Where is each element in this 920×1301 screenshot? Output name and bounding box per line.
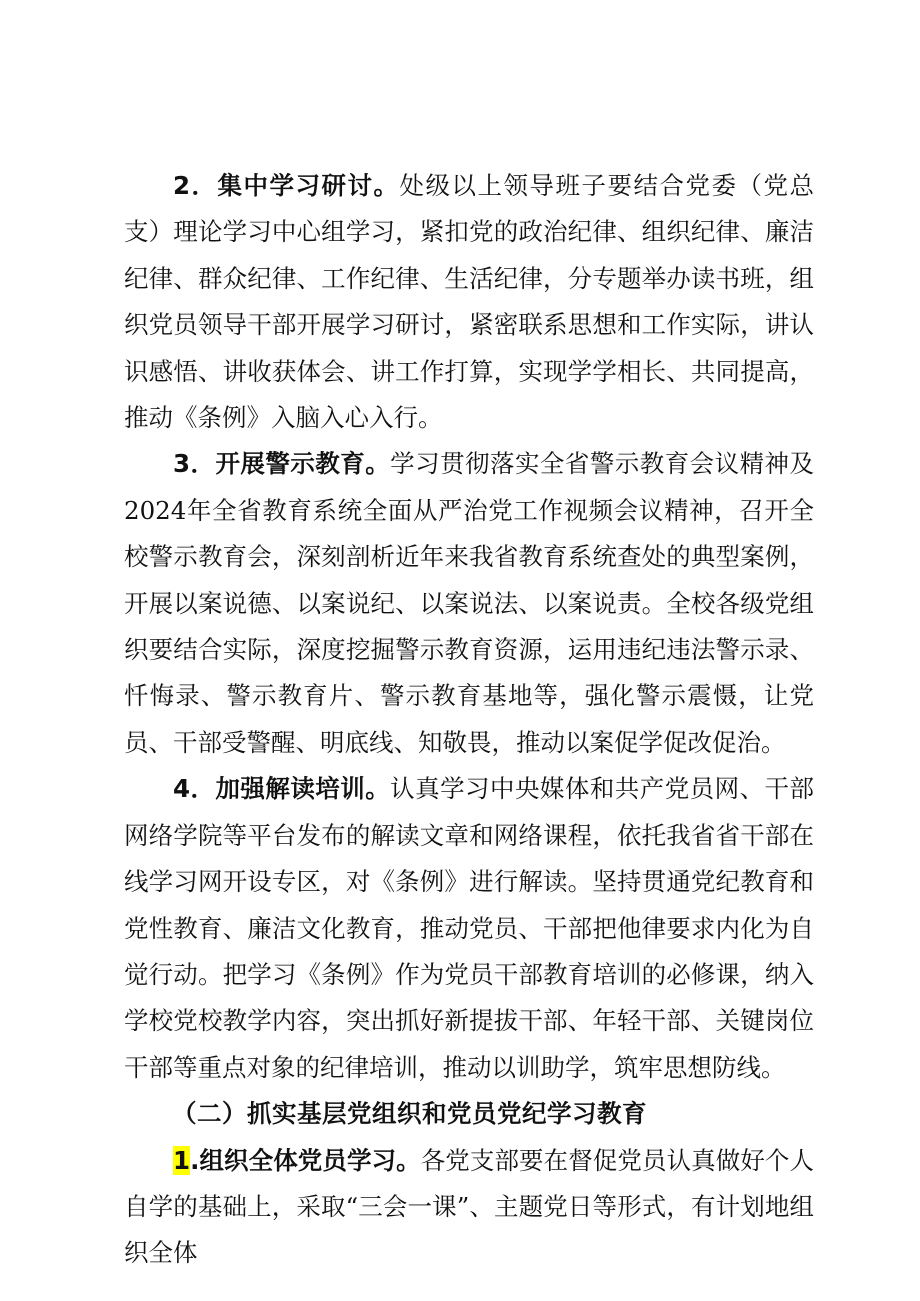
paragraph-body: 各党支部要在督促党员认真做好个人自学的基础上，采取“三会一课”、主题党日等形式，有计划地组织全体 (124, 1145, 814, 1268)
highlighted-number: 1 (173, 1145, 191, 1175)
paragraph-heading: .组织全体党员学习。 (190, 1145, 421, 1175)
paragraph-training (124, 766, 814, 1091)
paragraph-warning-education (124, 441, 814, 766)
paragraph-body: 学习贯彻落实全省警示教育会议精神及2024年全省教育系统全面从严治党工作视频会议精神，召开全校警示教育会，深刻剖析近年来我省教育系统查处的典型案例，开展以案说德、以案说纪、以案说法、以案说责。全校各级党组织要结合实际，深度挖掘警示教育资源，运用违纪违法警示录、忏悔录、警示教育片、警示教育基地等，强化警示震慑，让党员、干部受警醒、明底线、知敬畏，推动以案促学促改促治。 (124, 449, 815, 757)
paragraph-study-discussion (124, 163, 814, 441)
paragraph-heading: 2．集中学习研讨。 (173, 171, 400, 200)
paragraph-heading: 3．开展警示教育。 (173, 449, 391, 479)
paragraph-body: 处级以上领导班子要结合党委（党总支）理论学习中心组学习，紧扣党的政治纪律、组织纪律、廉洁纪律、群众纪律、工作纪律、生活纪律，分专题举办读书班，组织党员领导干部开展学习研讨，紧密联系思想和工作实际，讲认识感悟、讲收获体会、讲工作打算，实现学学相长、共同提高，推动《条例》入脑入心入行。 (124, 171, 815, 433)
section-heading: （二）抓实基层党组织和党员党纪学习教育 (172, 1099, 647, 1129)
document-body (124, 163, 814, 1277)
paragraph-body: 认真学习中央媒体和共产党员网、干部网络学院等平台发布的解读文章和网络课程，依托我省省干部在线学习网开设专区，对《条例》进行解读。坚持贯通党纪教育和党性教育、廉洁文化教育，推动党员、干部把他律要求内化为自觉行动。把学习《条例》作为党员干部教育培训的必修课，纳入学校党校教学内容，突出抓好新提拔干部、年轻干部、关键岗位干部等重点对象的纪律培训，推动以训助学，筑牢思想防线。 (124, 774, 815, 1082)
paragraph-heading: 4．加强解读培训。 (173, 774, 391, 804)
paragraph-member-study (124, 1138, 814, 1277)
